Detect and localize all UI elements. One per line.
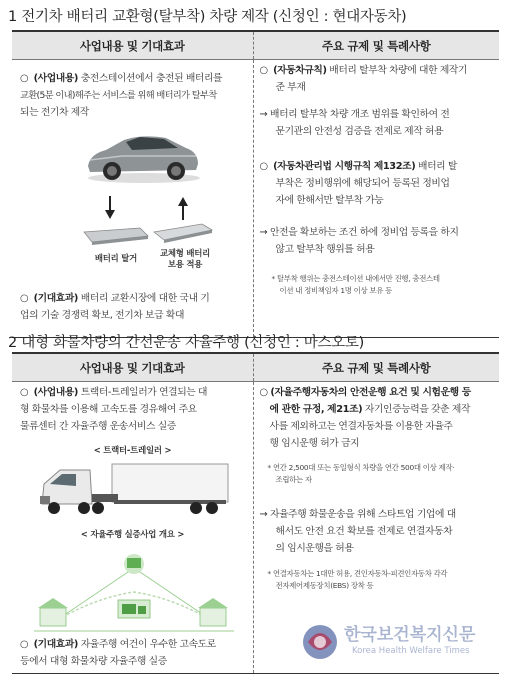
biz-line: 형 화물차를 이용해 고속도를 경유해여 주요 [20,404,197,415]
section1-biz-text [20,70,252,121]
reg-tag: (자동차관리법 시행규칙 제132조) [273,161,416,172]
note-line: 이션 내 정비책임자 1명 이상 보유 등 [279,286,392,295]
arrow-line: → 안전을 확보하는 조건 하에 정비업 등록을 하지 [259,227,459,238]
watermark-english: Korea Health Welfare Times [352,646,470,656]
demo-project-diagram [34,542,234,638]
reg-line: 사를 제외하고는 연결자동차를 이용한 자율주 [269,421,453,432]
arrow-line: 않고 탈부착 행위를 허용 [275,244,375,255]
section2-note2 [268,568,498,592]
reg-tag: (자동차규칙) [273,65,327,76]
biz-line: 트랙터-트레일러가 연결되는 대 [78,387,208,398]
arrow-up-icon [177,196,189,220]
section2-arrow-text [260,506,498,557]
note-line: 조립하는 자 [275,475,312,484]
reg-line: 행 임시운행 허가 금지 [269,438,360,449]
section2-left-cell [12,382,253,673]
biz-tag: (사업내용) [33,387,79,398]
section1-reg2-text [260,158,498,209]
note-line: * 탈부착 행위는 충전스테이션 내에서만 진행, 충전스테 [271,274,440,283]
effect-tag: (기대효과) [33,293,79,304]
section2-biz-text [20,384,252,435]
section1-title: 1 전기차 배터리 교환형(탈부착) 차량 제작 (신청인 : 현대자동차) [8,9,407,25]
section2-effect-text [20,636,252,670]
bullet: ○ [259,65,268,76]
section1-right-cell [254,60,500,337]
arrow-line: → 자율주행 화물운송을 위해 스타트업 기업에 대 [259,509,456,520]
section2-reg1-text [260,384,498,452]
battery-pack-image [80,224,150,246]
biz-line: 물류센터 간 자율주행 운송서비스 실증 [20,421,176,432]
swap-battery-image [150,220,216,244]
caption-truck: < 트랙터-트레일러 > [93,445,172,455]
arrow-line: 문기관의 안전성 검증을 전제로 제작 허용 [275,126,444,137]
reg-line: 자에 한해서만 탈부착 가능 [275,195,384,206]
section1-col-left-header: 사업내용 및 기대효과 [12,31,253,60]
arrow-down-icon [104,196,116,220]
section2-title: 2 대형 화물차량의 간선운송 자율주행 (신청인 : 마스오토) [8,335,364,351]
effect-line: 업의 기술 경쟁력 확보, 전기차 보급 확대 [20,310,185,321]
biz-line: 되는 전기차 제작 [20,107,89,118]
section1-arrow1-text [260,106,498,140]
reg-line: 배터리 탈 [415,161,457,172]
biz-line: 교환(5분 이내)해주는 서비스를 위해 배터리가 탈부착 [20,90,217,101]
arrow-line: 해서도 안전 요건 확보를 전제로 연결자동차 [275,526,453,537]
effect-line: 배터리 교환시장에 대한 국내 기 [78,293,210,304]
fig-label-swap-line: 교체형 배터리 [159,248,211,258]
section1-left-cell [12,60,253,337]
fig-label-swap-line: 보용 적용 [167,259,203,269]
effect-tag: (기대효과) [33,639,79,650]
section2-col-right-header: 주요 규제 및 특례사항 [253,353,499,382]
bullet: ○ [259,161,268,172]
section1-col-right-header: 주요 규제 및 특례사항 [253,31,499,60]
section2-note1 [268,462,498,486]
caption-demo: < 자율주행 실증사업 개요 > [80,529,185,539]
tractor-trailer-image [36,460,232,520]
bullet: ○ [259,387,268,398]
biz-tag: (사업내용) [33,73,79,84]
section2-col-left-header: 사업내용 및 기대효과 [12,353,253,382]
section1-arrow2-text [260,224,498,258]
fig-label-swap [152,248,218,270]
watermark-korean: 한국보건복지신문 [344,625,476,645]
note-line: * 연간 2,500대 또는 동일형식 차량을 연간 500대 이상 제작· [267,463,455,472]
section1-effect-text [20,290,252,324]
bullet: ○ [20,639,29,650]
fig-label-detach: 배터리 탈거 [94,253,138,263]
bullet: ○ [20,293,29,304]
reg-line: 부착은 정비행위에 해당되어 등록된 정비업 [275,178,450,189]
reg-line: 준 부재 [275,82,306,93]
bullet: ○ [20,73,29,84]
biz-line: 충전스테이션에서 충전된 배터리를 [78,73,223,84]
reg-tag: (자율주행자동차의 안전운행 요건 및 시험운행 등 [270,387,471,398]
note-line: 전자제어제동장치(EBS) 장착 등 [275,581,374,590]
note-line: * 연결자동차는 1대만 허용, 견인자동차-피견인자동차 각각 [267,569,448,578]
arrow-line: 의 임시운행을 허용 [275,543,354,554]
effect-line: 등에서 대형 화물차량 자율주행 실증 [20,656,167,667]
arrow-line: → 배터리 탈부착 차량 개조 범위를 확인하여 전 [259,109,450,120]
effect-line: 자율주행 여건이 우수한 고속도로 [78,639,216,650]
reg-line: 배터리 탈부착 차량에 대한 제작기 [326,65,468,76]
bullet: ○ [20,387,29,398]
ev-car-image [82,126,202,186]
reg-tag: 에 관한 규정, 제21조) [269,404,363,415]
reg-line: 자기인증능력을 갖춘 제작 [362,404,471,415]
section1-reg1-text [260,62,498,96]
section1-note [272,273,498,297]
section1-table [12,30,499,338]
